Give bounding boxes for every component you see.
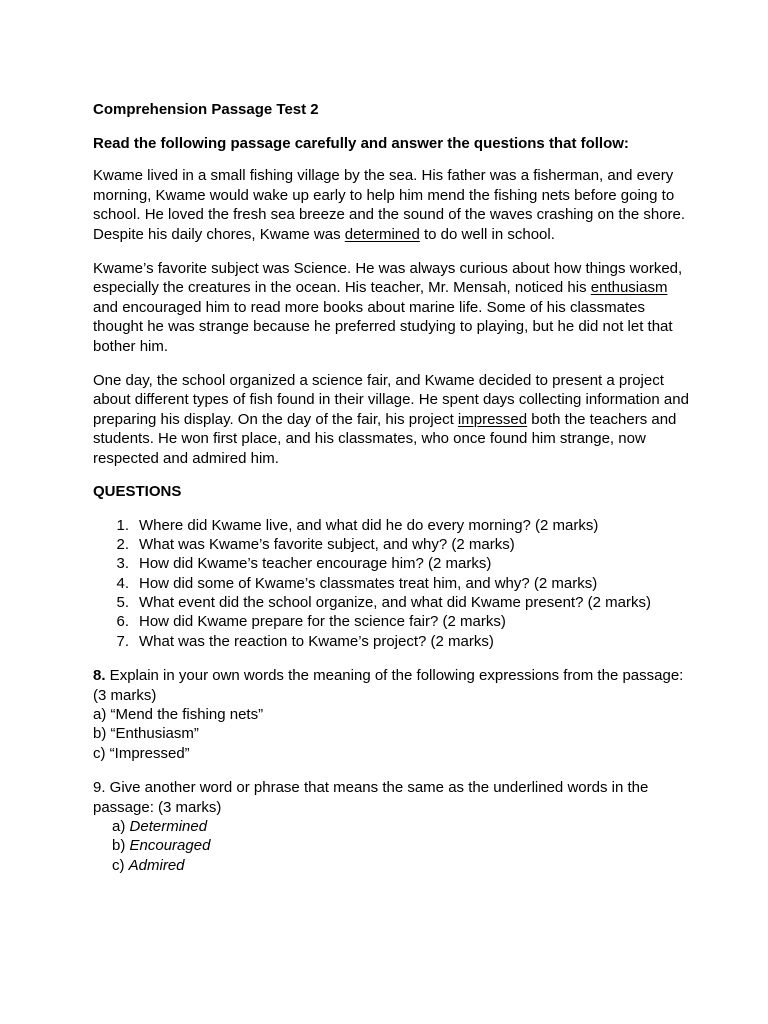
question-number: 3.	[116, 555, 129, 573]
question-9-item-word: Admired	[128, 856, 185, 874]
questions-list	[93, 516, 693, 652]
question-9-item-label: c)	[112, 856, 129, 874]
question-9-item-word: Determined	[129, 818, 208, 836]
question-text: What was Kwame’s favorite subject, and why? (2 marks)	[139, 535, 515, 553]
question-text: How did Kwame prepare for the science fair? (2 marks)	[139, 613, 506, 631]
underlined-word-impressed: impressed	[457, 410, 528, 428]
questions-heading: QUESTIONS	[93, 483, 182, 501]
question-8	[93, 666, 693, 763]
question-text: How did some of Kwame’s classmates treat him, and why? (2 marks)	[139, 574, 598, 592]
question-9-item-label: a)	[112, 818, 130, 836]
question-9-item	[93, 856, 693, 875]
passage-text: both the teachers and students. He won first place, and his classmates, who once found him strange, now respected and admired him.	[93, 410, 677, 467]
question-item	[93, 593, 693, 612]
document-title: Comprehension Passage Test 2	[93, 101, 319, 118]
question-number: 6.	[116, 613, 129, 631]
question-text: What was the reaction to Kwame’s project? (2 marks)	[139, 632, 494, 650]
passage-text: Kwame’s favorite subject was Science. He was always curious about how things worked, especially the creatures in the ocean. His teacher, Mr. Mensah, noticed his	[93, 260, 683, 297]
question-8-number: 8.	[93, 667, 106, 685]
underlined-word-enthusiasm: enthusiasm	[590, 279, 668, 297]
instructions: Read the following passage carefully and answer the questions that follow:	[93, 135, 629, 152]
passage-text: to do well in school.	[419, 225, 555, 243]
question-8-item: c) “Impressed”	[93, 744, 190, 762]
question-9-item	[93, 836, 693, 855]
document-page	[93, 100, 693, 875]
passage-paragraph-3	[93, 371, 693, 468]
question-text: How did Kwame’s teacher encourage him? (2 marks)	[139, 555, 492, 573]
question-number: 2.	[116, 535, 129, 553]
question-9-text: 9. Give another word or phrase that means the same as the underlined words in the passage: (3 marks)	[93, 779, 649, 816]
passage-text: One day, the school organized a science fair, and Kwame decided to present a project about different types of fish found in their village. He spent days collecting information and preparing his display. On the day of the fair, his project	[93, 372, 689, 428]
passage-text: and encouraged him to read more books about marine life. Some of his classmates thought he was strange because he preferred studying to playing, but he did not let that bother him.	[93, 298, 673, 355]
question-8-text: Explain in your own words the meaning of the following expressions from the passage: (3 marks)	[93, 667, 684, 704]
question-item	[93, 554, 693, 573]
question-9-item-label: b)	[112, 837, 130, 855]
question-item	[93, 632, 693, 651]
question-number: 4.	[116, 574, 129, 592]
question-9	[93, 778, 693, 875]
question-number: 5.	[116, 594, 129, 612]
question-text: Where did Kwame live, and what did he do every morning? (2 marks)	[139, 516, 599, 534]
question-item	[93, 574, 693, 593]
question-text: What event did the school organize, and what did Kwame present? (2 marks)	[139, 594, 651, 612]
question-number: 1.	[116, 516, 129, 534]
question-item	[93, 516, 693, 535]
question-9-item-word: Encouraged	[129, 837, 211, 855]
underlined-word-determined: determined	[344, 225, 420, 243]
question-8-item: a) “Mend the fishing nets”	[93, 706, 264, 724]
question-9-item	[93, 817, 693, 836]
question-item	[93, 535, 693, 554]
question-number: 7.	[116, 632, 129, 650]
passage-paragraph-2	[93, 259, 693, 356]
passage-text: Kwame lived in a small fishing village by the sea. His father was a fisherman, and every morning, Kwame would wake up early to help him mend the fishing nets before going to school. He loved the fresh sea breeze and the sound of the waves crashing on the shore. Despite his daily chores, Kwame was	[93, 167, 686, 243]
question-8-item: b) “Enthusiasm”	[93, 725, 199, 743]
passage-paragraph-1	[93, 166, 693, 244]
question-item	[93, 612, 693, 631]
